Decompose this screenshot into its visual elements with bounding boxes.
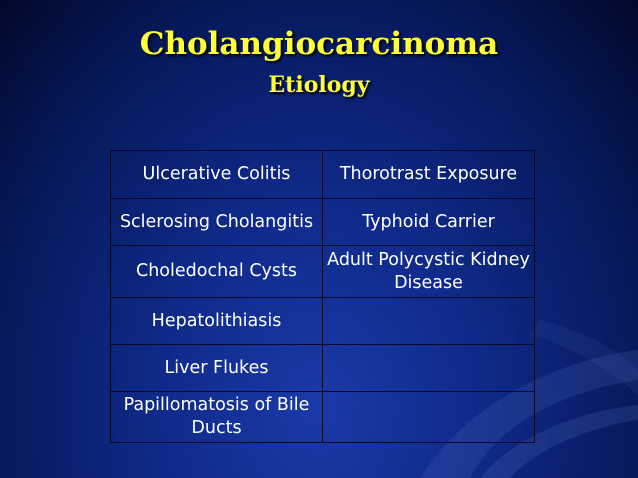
- table-cell: [323, 392, 535, 443]
- slide-subtitle: Etiology: [268, 72, 370, 98]
- table-cell: [323, 298, 535, 345]
- table-row: [111, 246, 535, 298]
- table-row: [111, 345, 535, 392]
- table-row: [111, 199, 535, 246]
- table-row: [111, 392, 535, 443]
- table-cell: Papillomatosis of Bile Ducts: [111, 392, 323, 443]
- slide-title: Cholangiocarcinoma: [139, 26, 499, 62]
- table-cell: [323, 345, 535, 392]
- table-row: [111, 151, 535, 199]
- table-cell: Sclerosing Cholangitis: [111, 199, 323, 246]
- table-cell: Hepatolithiasis: [111, 298, 323, 345]
- etiology-table: [110, 150, 535, 443]
- table-cell: Adult Polycystic Kidney Disease: [323, 246, 535, 298]
- table-cell: Ulcerative Colitis: [111, 151, 323, 199]
- table-cell: Typhoid Carrier: [323, 199, 535, 246]
- table-cell: Thorotrast Exposure: [323, 151, 535, 199]
- table-row: [111, 298, 535, 345]
- table-cell: Choledochal Cysts: [111, 246, 323, 298]
- table-cell: Liver Flukes: [111, 345, 323, 392]
